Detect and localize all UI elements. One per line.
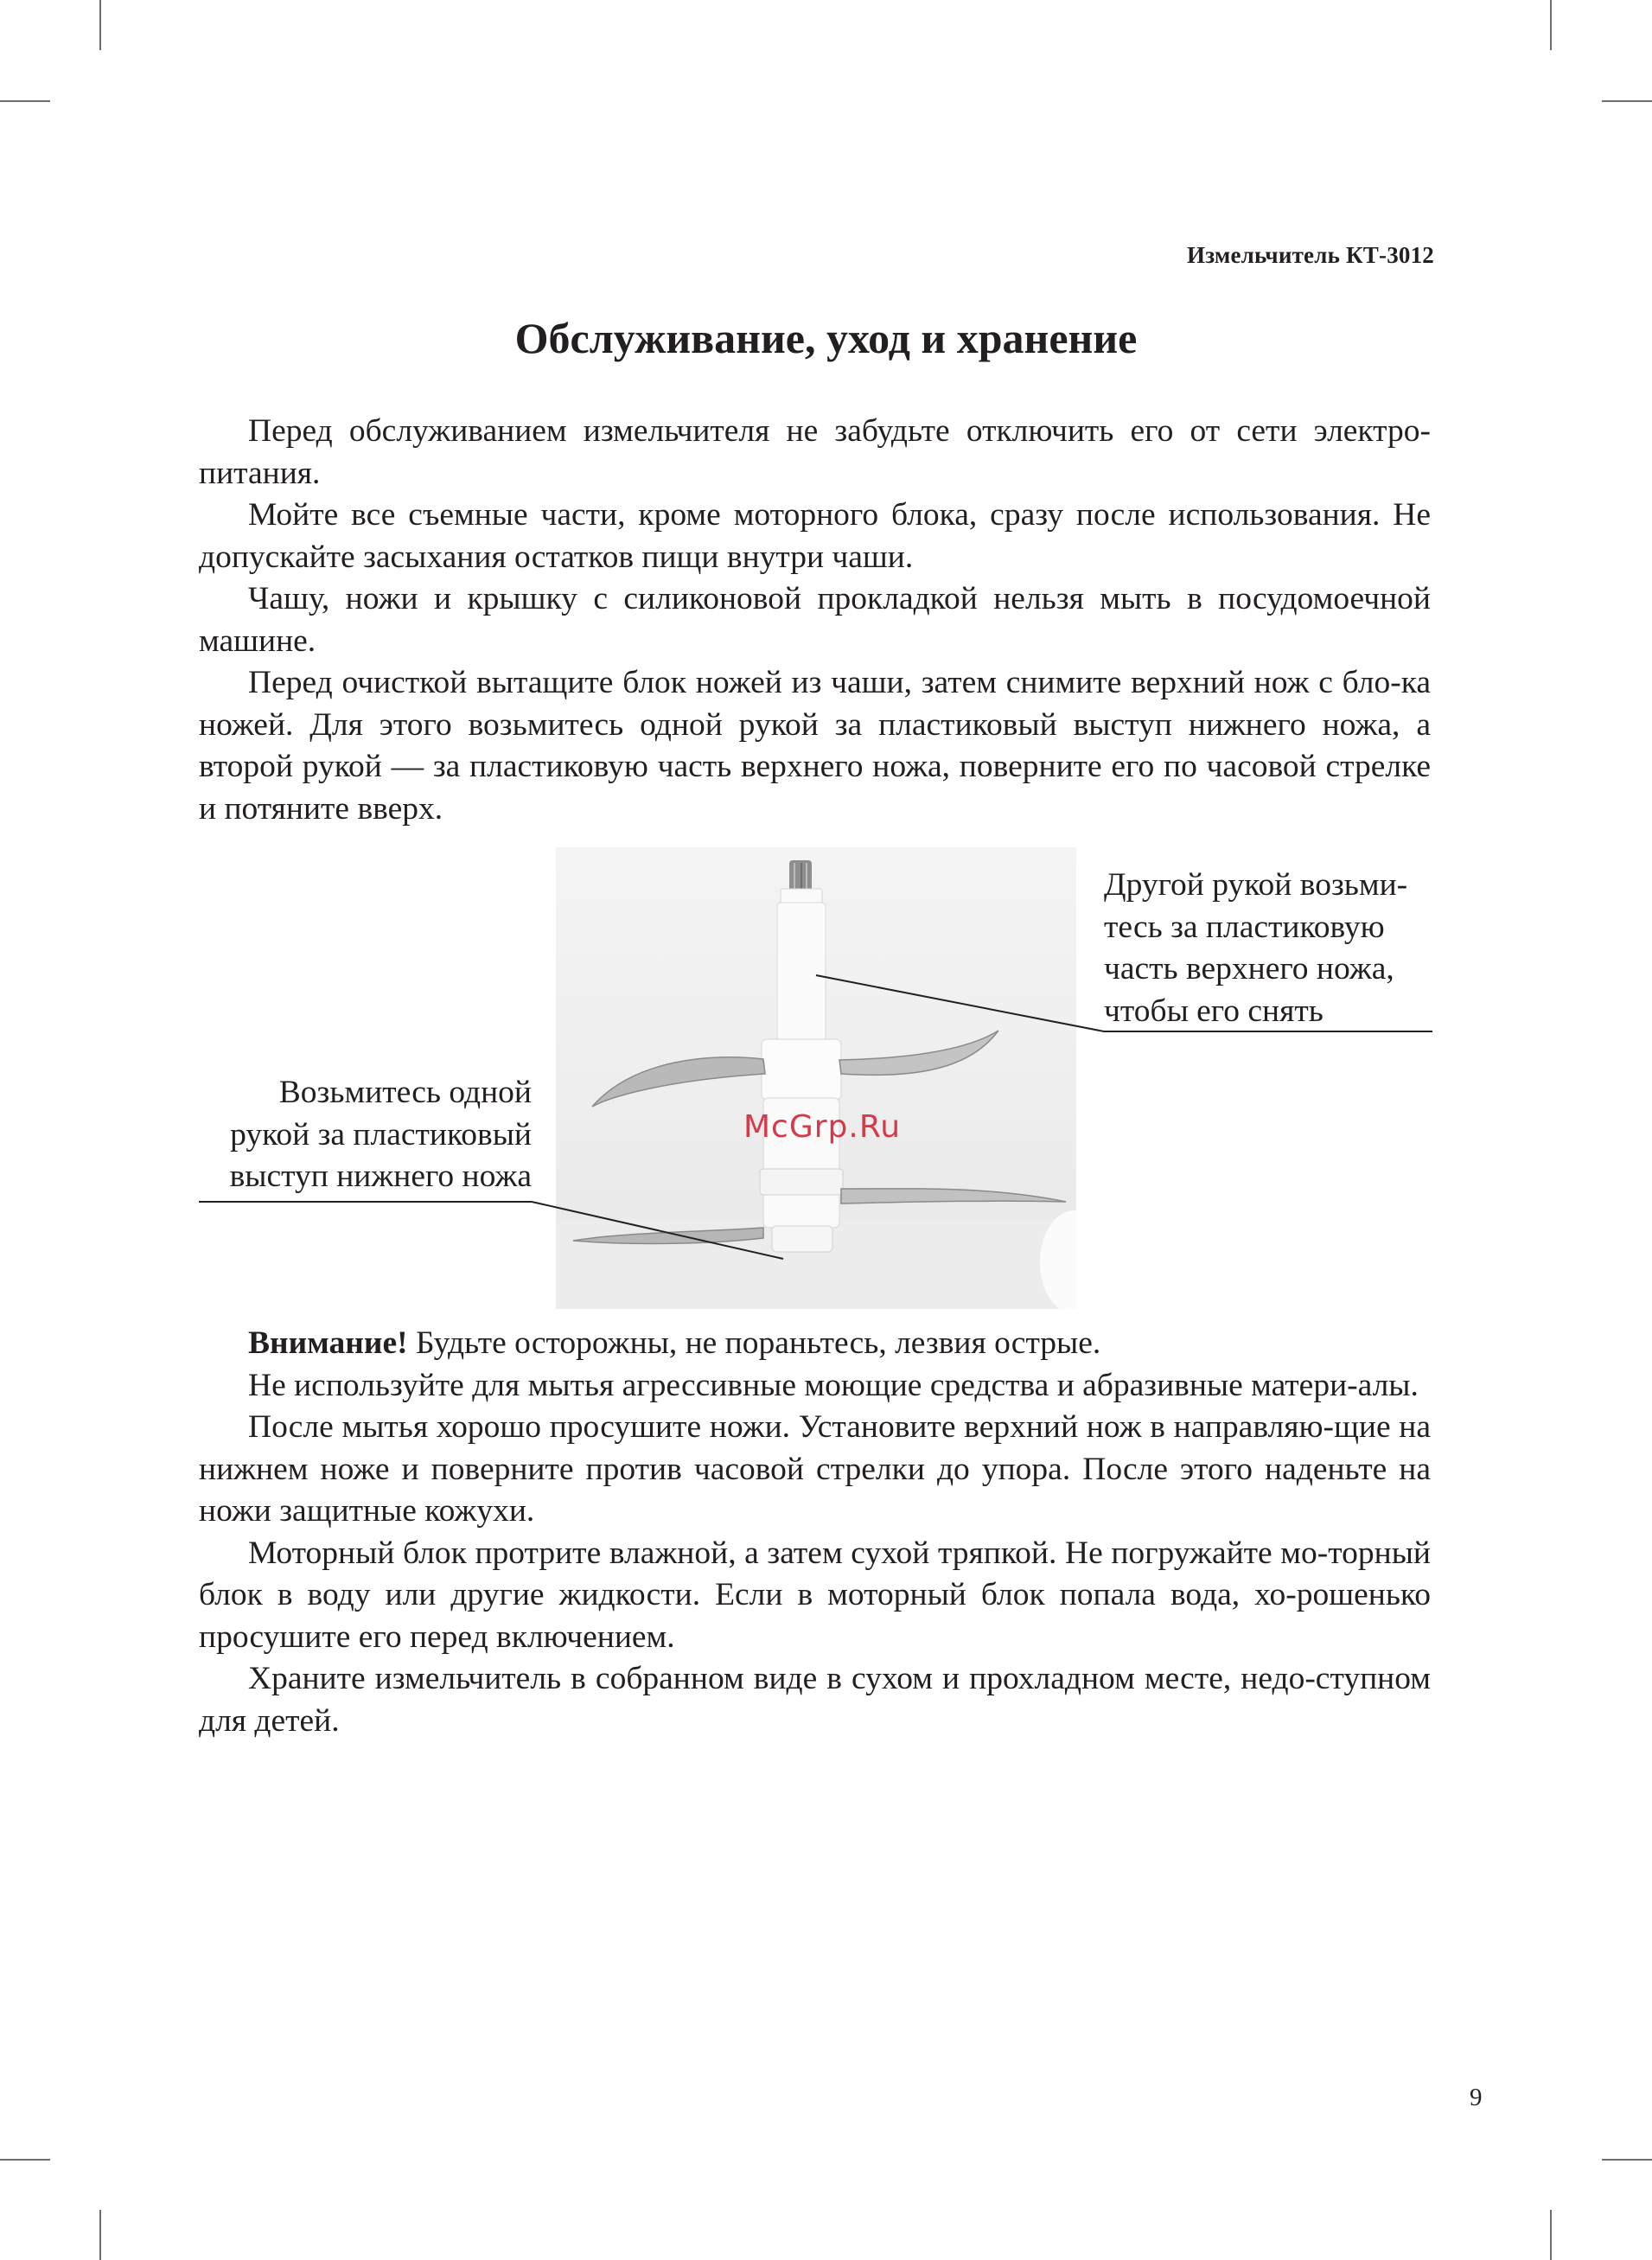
warning-paragraph xyxy=(199,1323,1431,1365)
paragraph: После мытья хорошо просушите ножи. Установите верхний нож в направляю-щие на нижнем ноже и поверните против часовой стрелки до упора. После этого наденьте на ножи защитные кожухи. xyxy=(199,1409,1431,1529)
callout-line: Возьмитесь одной xyxy=(278,1075,532,1110)
crop-mark xyxy=(99,0,101,50)
paragraph: Не используйте для мытья агрессивные моющие средства и абразивные матери-алы. xyxy=(248,1367,1419,1403)
paragraph: Перед очисткой вытащите блок ножей из чаши, затем снимите верхний нож с бло-ка ножей. Для этого возьмитесь одной рукой за пластиковый выступ нижнего ножа, а второй рукой — за пластиковую часть верхнего ножа, поверните его по часовой стрелке и потяните вверх. xyxy=(199,665,1431,827)
paragraph: Чашу, ножи и крышку с силиконовой прокладкой нельзя мыть в посудомоечной машине. xyxy=(199,581,1431,659)
crop-mark xyxy=(99,2210,101,2260)
paragraph: Перед обслуживанием измельчителя не забудьте отключить его от сети электро-питания. xyxy=(199,413,1431,491)
callout-line: тесь за пластиковую xyxy=(1104,909,1385,945)
care-text xyxy=(199,1323,1431,1742)
crop-mark xyxy=(1602,2159,1652,2161)
crop-mark xyxy=(1602,100,1652,102)
callout-line: Другой рукой возьми- xyxy=(1104,867,1408,903)
callout-line: выступ нижнего ножа xyxy=(229,1159,532,1194)
intro-text xyxy=(199,411,1431,830)
blade-assembly-drawing xyxy=(556,847,1076,1309)
running-head: Измельчитель КТ-3012 xyxy=(1187,242,1434,268)
warning-label: Внимание! xyxy=(248,1325,408,1361)
paragraph: Храните измельчитель в собранном виде в сухом и прохладном месте, недо-ступном для детей. xyxy=(199,1661,1431,1739)
page-number: 9 xyxy=(1470,2084,1483,2111)
callout-line: чтобы его снять xyxy=(1104,993,1324,1029)
crop-mark xyxy=(1550,0,1552,50)
warning-text: Будьте осторожны, не пораньтесь, лезвия острые. xyxy=(407,1325,1101,1361)
callout-line: рукой за пластиковый xyxy=(230,1116,532,1152)
callout-line: часть верхнего ножа, xyxy=(1104,951,1394,986)
paragraph: Мойте все съемные части, кроме моторного блока, сразу после использования. Не допускайте засыхания остатков пищи внутри чаши. xyxy=(199,497,1431,575)
crop-mark xyxy=(0,2159,50,2161)
page-title: Обслуживание, уход и хранение xyxy=(514,314,1138,362)
blade-assembly-photo xyxy=(556,847,1076,1309)
callout-upper-knife xyxy=(1104,865,1441,1032)
watermark: McGrp.Ru xyxy=(743,1109,902,1145)
crop-mark xyxy=(1550,2210,1552,2260)
paragraph: Моторный блок протрите влажной, а затем сухой тряпкой. Не погружайте мо-торный блок в воду или другие жидкости. Если в моторный блок попала вода, хо-рошенько просушите его перед включением. xyxy=(199,1535,1431,1655)
crop-mark xyxy=(0,100,50,102)
callout-lower-knife xyxy=(199,1072,532,1198)
